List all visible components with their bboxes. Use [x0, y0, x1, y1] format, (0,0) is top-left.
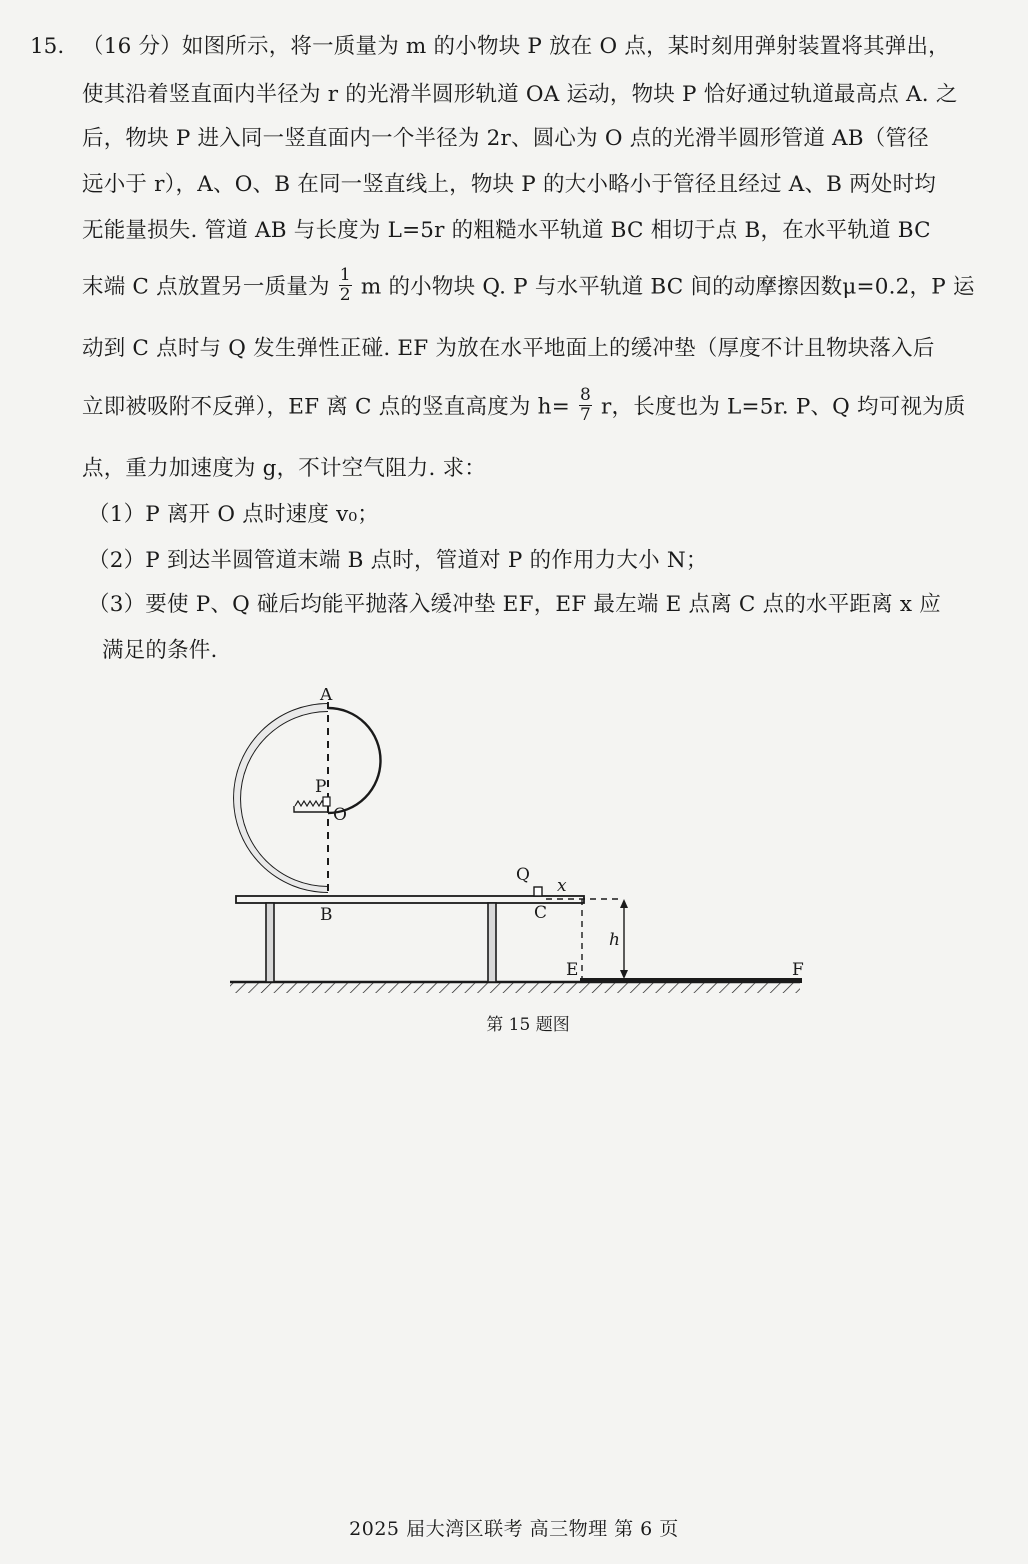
- cushion-ef: [580, 978, 802, 983]
- question-line-3: 后，物块 P 进入同一竖直面内一个半径为 2r、圆心为 O 点的光滑半圆形管道 AB（管径: [82, 126, 929, 151]
- label-o: O: [333, 805, 347, 825]
- question-line-6: [82, 265, 1002, 307]
- tube-ab-inner: [240, 711, 328, 887]
- question-line-9: 点，重力加速度为 g，不计空气阻力. 求：: [82, 456, 486, 481]
- label-p: P: [315, 777, 327, 797]
- question-line-7: 动到 C 点时与 Q 发生弹性正碰. EF 为放在水平地面上的缓冲垫（厚度不计且物块落入后: [82, 336, 935, 361]
- fraction-one-half: [339, 266, 352, 305]
- line8-text-b: r，长度也为 L=5r. P、Q 均可视为质: [601, 394, 966, 420]
- fraction-numerator: 1: [339, 265, 351, 285]
- label-c: C: [534, 903, 548, 923]
- spring-coil: [295, 801, 325, 806]
- spring-base: [294, 806, 328, 812]
- question-line-1: （16 分）如图所示，将一质量为 m 的小物块 P 放在 O 点，某时刻用弹射装置将其弹出，: [82, 34, 950, 59]
- fraction-denominator: 2: [339, 285, 351, 305]
- tube-ab-outer: [234, 704, 328, 892]
- h-arrow-down: [620, 970, 628, 979]
- block-p: [323, 797, 330, 806]
- tube-ab-fill: [234, 704, 328, 892]
- fraction-eight-sevenths: [579, 386, 592, 425]
- sub-question-2: （2）P 到达半圆管道末端 B 点时，管道对 P 的作用力大小 N；: [88, 548, 708, 573]
- fraction-denominator: 7: [579, 405, 591, 425]
- fraction-numerator: 8: [579, 385, 591, 405]
- figure-caption-text: 第 15 题图: [486, 1015, 570, 1035]
- block-q: [534, 887, 542, 896]
- sub-question-3-continued: 满足的条件.: [102, 638, 218, 663]
- question-line-8: [82, 385, 1002, 427]
- sub-question-3: （3）要使 P、Q 碰后均能平抛落入缓冲垫 EF，EF 最左端 E 点离 C 点的水平距离 x 应: [88, 592, 941, 617]
- line6-text-b: m 的小物块 Q. P 与水平轨道 BC 间的动摩擦因数μ=0.2，P 运: [360, 274, 975, 300]
- line8-text-a: 立即被吸附不反弹），EF 离 C 点的竖直高度为 h=: [82, 394, 570, 420]
- label-e: E: [566, 960, 579, 980]
- table-leg-right: [488, 903, 496, 982]
- label-q: Q: [516, 865, 530, 885]
- label-x: x: [557, 876, 567, 896]
- sub-question-1: （1）P 离开 O 点时速度 v₀；: [88, 502, 379, 527]
- h-arrow-up: [620, 899, 628, 908]
- line6-text-a: 末端 C 点放置另一质量为: [82, 274, 330, 300]
- track-oa: [328, 708, 381, 813]
- page-footer: 2025 届大湾区联考 高三物理 第 6 页: [349, 1518, 679, 1540]
- figure-15-diagram: [222, 688, 812, 998]
- figure-caption: [0, 1010, 1028, 1035]
- label-h: h: [609, 930, 620, 950]
- question-number: 15.: [30, 34, 65, 59]
- question-line-4: 远小于 r），A、O、B 在同一竖直线上，物块 P 的大小略小于管径且经过 A、B 两处时均: [82, 172, 936, 197]
- question-line-5: 无能量损失. 管道 AB 与长度为 L=5r 的粗糙水平轨道 BC 相切于点 B，在水平轨道 BC: [82, 218, 931, 243]
- horizontal-track-bc: [236, 896, 584, 903]
- label-b: B: [320, 905, 333, 925]
- label-a: A: [320, 688, 333, 705]
- question-line-2: 使其沿着竖直面内半径为 r 的光滑半圆形轨道 OA 运动，物块 P 恰好通过轨道最高点 A. 之: [82, 82, 958, 107]
- ground-hatching: [230, 983, 800, 993]
- table-leg-left: [266, 903, 274, 982]
- label-f: F: [792, 960, 804, 980]
